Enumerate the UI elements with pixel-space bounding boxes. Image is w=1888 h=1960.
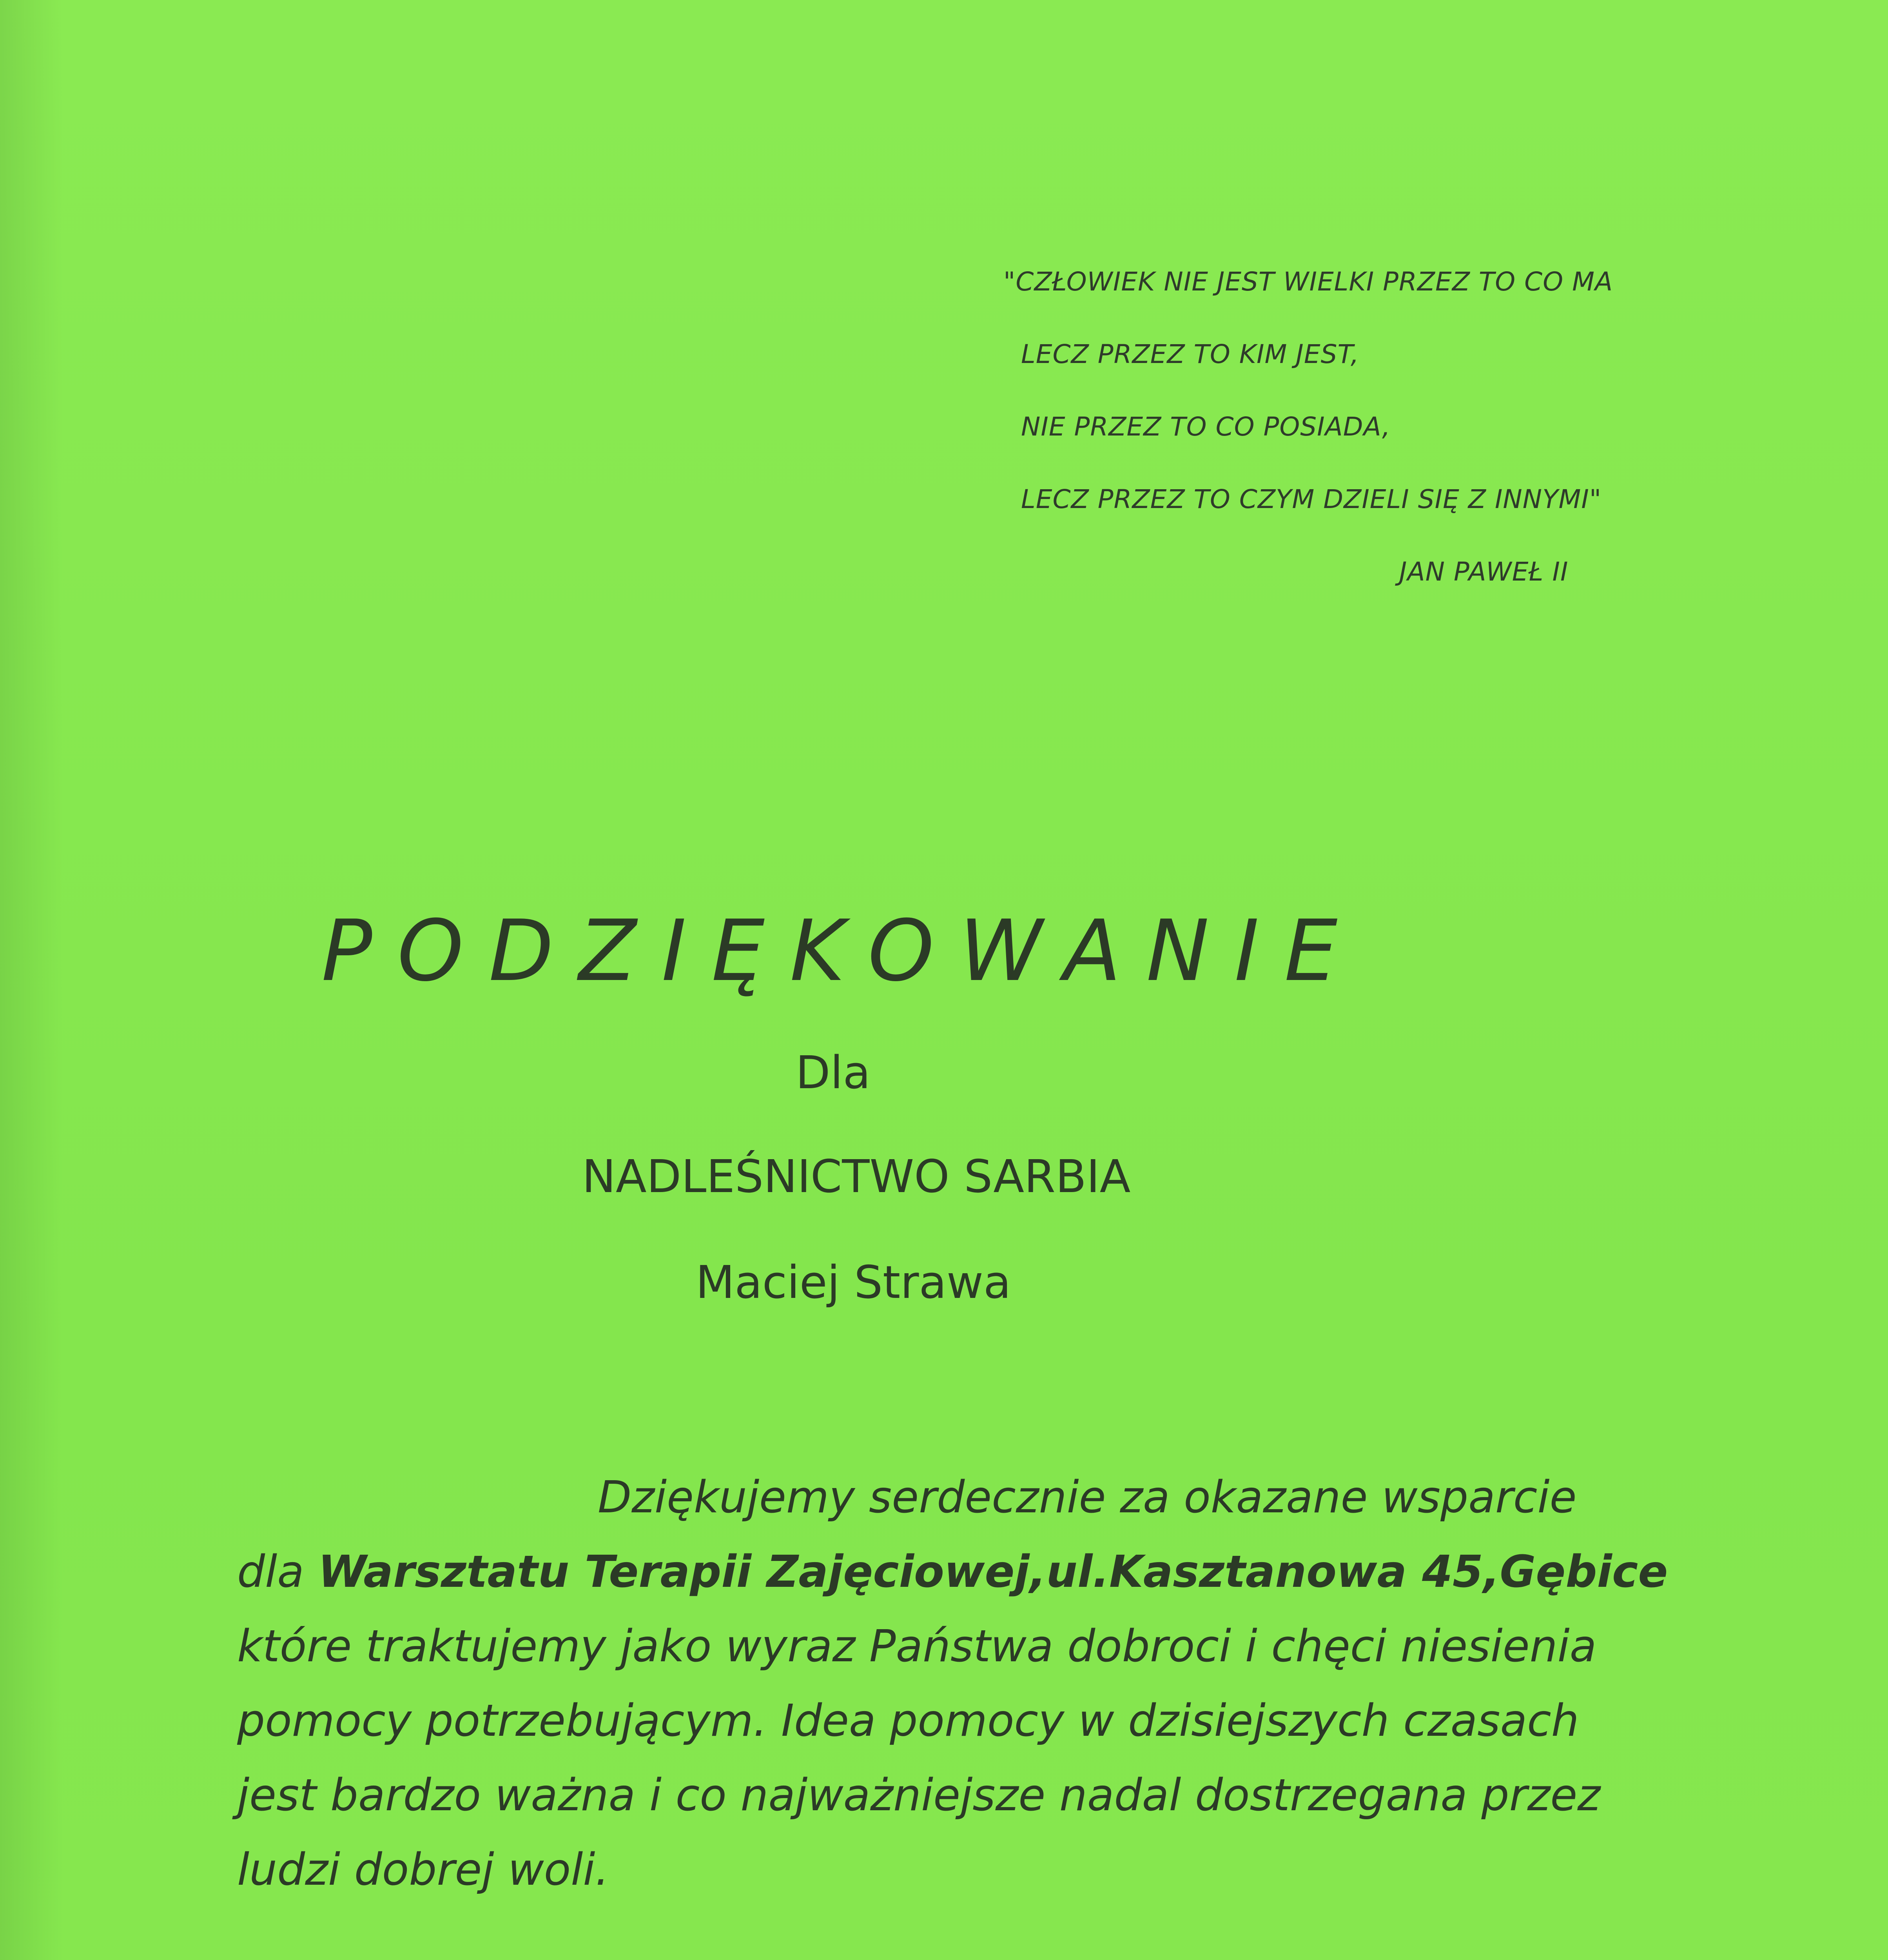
body-line-3: które traktujemy jako wyraz Państwa dobroci i chęci niesienia bbox=[237, 1621, 1597, 1672]
recipient-person: Maciej Strawa bbox=[696, 1256, 1011, 1309]
certificate-title: PODZIĘKOWANIE bbox=[321, 902, 1363, 1000]
body-line-6: ludzi dobrej woli. bbox=[237, 1844, 609, 1895]
scan-edge-shadow bbox=[0, 0, 63, 1960]
quote-line-4: LECZ PRZEZ TO CZYM DZIELI SIĘ Z INNYMI" bbox=[1021, 484, 1602, 514]
recipient-organization: NADLEŚNICTWO SARBIA bbox=[582, 1151, 1131, 1203]
quote-line-1: "CZŁOWIEK NIE JEST WIELKI PRZEZ TO CO MA bbox=[1003, 267, 1613, 297]
body-line-4: pomocy potrzebującym. Idea pomocy w dzisiejszych czasach bbox=[237, 1695, 1579, 1746]
quote-author: JAN PAWEŁ II bbox=[1399, 557, 1569, 587]
body-line-1: Dziękujemy serdecznie za okazane wsparcie bbox=[598, 1472, 1577, 1523]
quote-line-3: NIE PRZEZ TO CO POSIADA, bbox=[1021, 412, 1391, 442]
body-line-5: jest bardzo ważna i co najważniejsze nadal dostrzegana przez bbox=[237, 1770, 1601, 1821]
for-label: Dla bbox=[796, 1047, 871, 1099]
beneficiary-name: Warsztatu Terapii Zajęciowej,ul.Kasztanowa 45,Gębice bbox=[318, 1546, 1668, 1597]
body-line-2 bbox=[237, 1546, 1668, 1597]
quote-line-2: LECZ PRZEZ TO KIM JEST, bbox=[1021, 339, 1359, 369]
body-line-2-prefix: dla bbox=[237, 1546, 318, 1597]
